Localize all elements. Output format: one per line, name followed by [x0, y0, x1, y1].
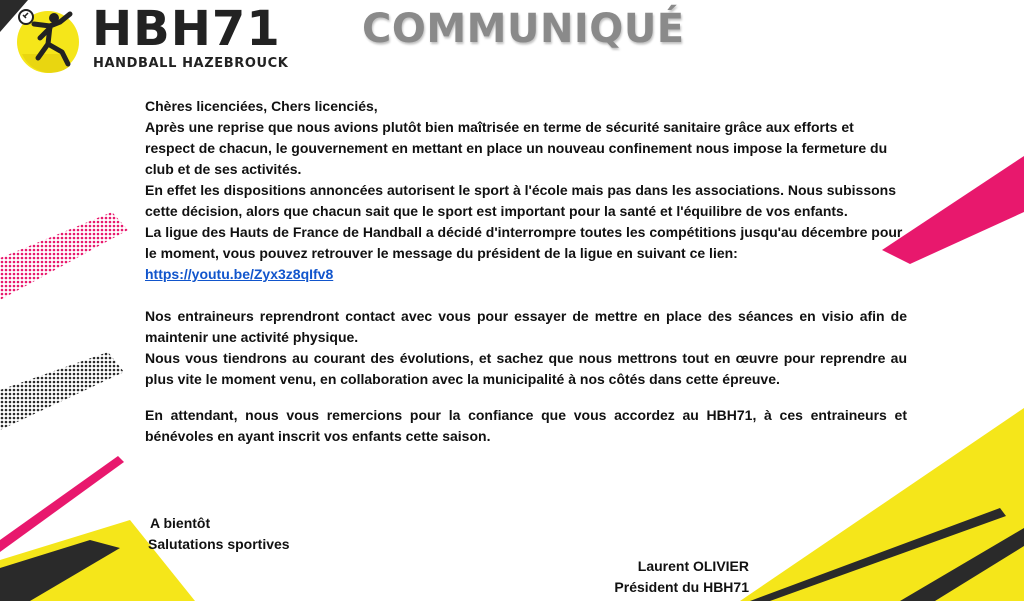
signature [599, 556, 749, 598]
signature-name: Laurent OLIVIER [637, 558, 749, 574]
paragraph-4: Nos entraineurs reprendront contact avec vous pour essayer de mettre en place des séances en visio afin de maintenir une activité physique. [145, 308, 907, 345]
greeting: Chères licenciées, Chers licenciés, [145, 98, 378, 114]
paragraph-5: Nous vous tiendrons au courant des évolutions, et sachez que nous mettrons tout en œuvre pour reprendre au plus vite le moment venu, en collaboration avec la municipalité à nos côtés dans cette épreuve. [145, 350, 907, 387]
paragraph-3 [145, 222, 907, 285]
paragraph-1: Après une reprise que nous avions plutôt bien maîtrisée en terme de sécurité sanitaire grâce aux efforts et respect de chacun, le gouvernement en mettant en place un nouveau confinement nous impose la fermeture du club et de ses activités. [145, 119, 888, 177]
paragraph-2: En effet les dispositions annoncées autorisent le sport à l'école mais pas dans les associations. Nous subissons cette décision, alors que chacun sait que le sport est important pour la santé et l'équilibre de vos enfants. [145, 182, 897, 219]
spacer [145, 390, 907, 405]
paragraph-6: En attendant, nous vous remercions pour la confiance que vous accordez au HBH71, à ces entraineurs et bénévoles en ayant inscrit vos enfants cette saison. [145, 407, 907, 444]
brand-subtitle: HANDBALL HAZEBROUCK [93, 56, 289, 71]
closing [150, 513, 290, 555]
signature-role: Président du HBH71 [614, 579, 749, 595]
letter-body [145, 96, 907, 447]
paragraph-3-text: La ligue des Hauts de France de Handball a décidé d'interrompre toutes les compétitions jusqu'au décembre pour le moment, vous pouvez retrouver le message du président de la ligue en suivant ce lien: [145, 224, 903, 261]
handball-player-logo-icon [10, 4, 88, 74]
halftone-stripe-dark [0, 352, 124, 430]
closing-line-2: Salutations sportives [148, 536, 290, 552]
spacer [145, 285, 907, 306]
page-title: COMMUNIQUÉ [362, 6, 685, 52]
closing-line-1: A bientôt [150, 515, 211, 531]
youtube-link[interactable]: https://youtu.be/Zyx3z8qIfv8 [145, 266, 334, 282]
halftone-stripe-pink [0, 212, 128, 300]
brand-name: HBH71 [92, 1, 281, 57]
